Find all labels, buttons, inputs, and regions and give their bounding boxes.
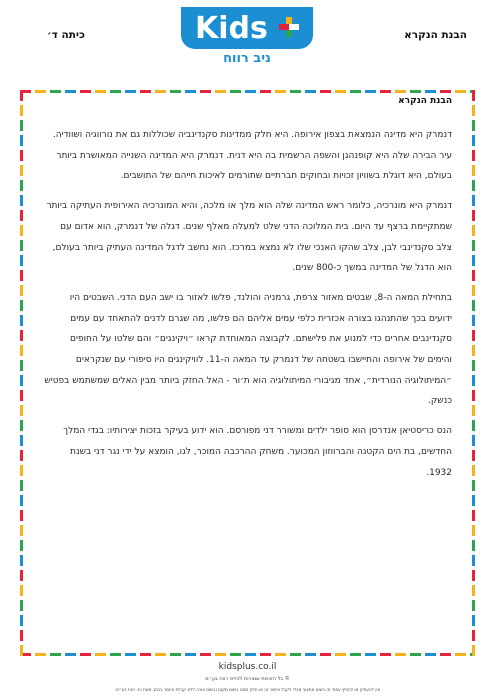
paragraph-monarchy: דנמרק היא מונרכיה, כלומר ראש המדינה שלה הוא מלך או מלכה, והיא המונרכיה האירופית העתיקה ביותר שמתקיימת ברצף עד היום. בית המלוכה הדני שלט למעלה מאלף שנים. דגלה של דנמרק, הוא אדום עם צלב סקנדינבי לבן, צלב שהקו האנכי שלו לא נמצא במרכז. הוא נחשב לדגל המדינה העתיק ביותר בעולם, הוא הדגל של המדינה במשך כ-800 שנים. — [46, 201, 452, 274]
paragraph-andersen: הנס כריסטיאן אנדרסן הוא סופר ילדים ומשורר דני מפורסם. הוא ידוע בעיקר בזכות יצירותיו: בגדי המלך החדשים, בת הים הקטנה והברווזון המכוער. משחק ההרכבה המוכר, לגו, הומצא על ידי נגר דני בשנת 1932. — [63, 426, 452, 478]
kids-plus-logo — [181, 7, 313, 71]
frame-top-border — [20, 90, 475, 93]
paragraph-vikings: בתחילת המאה ה-8, שבטים מאזור צרפת, גרמניה והולנד, פלשו לאזור בו ישב העם הדני. השבטים היו ידועים בכך שהתנהגו בצורה אכזרית כלפי עמים אליהם הם פלשו, מה שגרם לדנים להתאחד עם עמים סקנדינבים אחרים כדי למנוע את פלישתם. לקבוצה המאוחדת קראו ״ויקינגים״ והם שלטו על החופים והימים של אירופה והתיישבו בשטחה של דנמרק עד המאה ה-11. לוויקינגים היו סיפורי עם שנקראים ״המיתולוגיה הנורדית״, אחד מגיבורי המיתולוגיה הוא ת׳ור - האל החזק ביותר מבין האלים שמשתמש בפטיש כנשק. — [44, 292, 452, 407]
footer-disclaimer: אין להעתיק או להפיץ עמוד זה בשום אמצעי מבלי לקבל אישור זה או חלק ממנו בשום מקום ובשום צורה ללא קבלת אישור בכתב מאת ניב רווח בע״מ. — [114, 687, 381, 692]
footer-copyright: © כל הזכויות שמורות לכידס רווח בע״מ — [205, 676, 290, 682]
paragraph-intro: דנמרק היא מדינה הנמצאת בצפון אירופה. היא חלק ממדינות סקנדינביה שכוללות גם את נורווגיה ושוודיה. עיר הבירה שלה היא קופנהגן והשפה הרשמית בה היא דנית. דנמרק היא המדינה השנייה המאושרת ביותר בעולם, היא דוגלת בשוויון זכויות ובחוקים חברתיים שתורמים לאיכות חייהם של התושבים. — [52, 130, 452, 182]
grade-label: כיתה ד׳ — [47, 29, 85, 41]
worksheet-subject: הבנת הנקרא — [404, 29, 467, 41]
logo-subtitle: ניב רווח — [223, 51, 271, 66]
plus-icon — [279, 17, 299, 37]
frame-right-border — [472, 90, 475, 656]
frame-bottom-border — [20, 653, 475, 656]
logo-badge — [181, 7, 313, 49]
logo-brand-text: Kids — [195, 11, 268, 46]
footer-website-link[interactable]: kidsplus.co.il — [218, 662, 277, 672]
reading-passage — [44, 96, 452, 492]
passage-title: הבנת הנקרא — [398, 96, 452, 106]
frame-left-border — [20, 90, 23, 656]
